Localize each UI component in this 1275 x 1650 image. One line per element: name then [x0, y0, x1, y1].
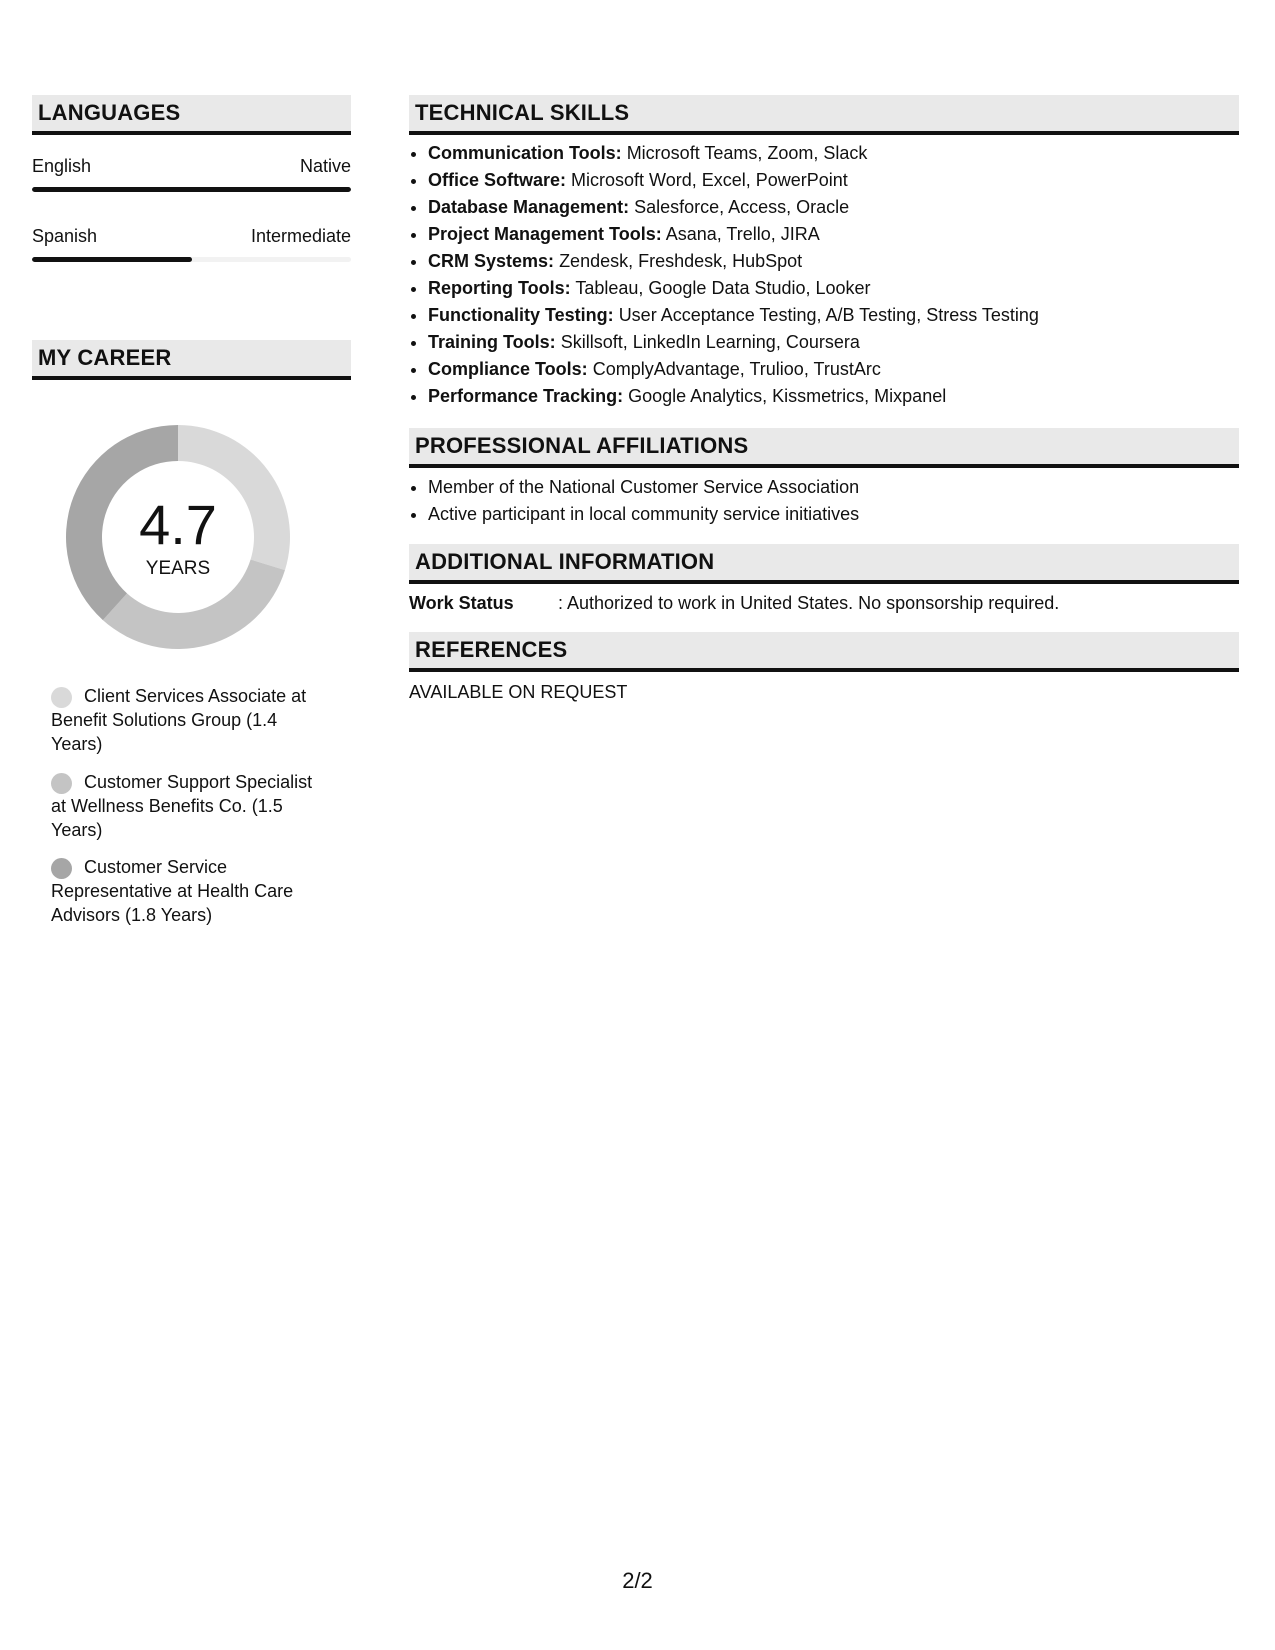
language-proficiency-bar — [32, 187, 351, 192]
language-item-english — [32, 156, 351, 196]
list-item — [428, 383, 1239, 410]
list-item — [428, 302, 1239, 329]
language-proficiency-fill — [32, 187, 351, 192]
career-legend-label: Customer Support Specialist at Wellness Benefits Co. (1.5 Years) — [51, 772, 313, 840]
list-item — [428, 248, 1239, 275]
skill-value: Google Analytics, Kissmetrics, Mixpanel — [628, 386, 947, 406]
technical-skills-title: TECHNICAL SKILLS — [415, 100, 630, 125]
list-item — [428, 140, 1239, 167]
language-name: English — [32, 156, 92, 176]
skill-value: Tableau, Google Data Studio, Looker — [575, 278, 871, 298]
additional-info-title: ADDITIONAL INFORMATION — [415, 549, 715, 574]
languages-header — [32, 95, 351, 135]
career-legend-label: Customer Service Representative at Health Care Advisors (1.8 Years) — [51, 857, 294, 925]
skill-label: Office Software: — [428, 170, 567, 190]
list-item: • Active participant in local community service initiatives — [428, 501, 1239, 528]
career-title: MY CAREER — [38, 345, 172, 370]
skill-value: Salesforce, Access, Oracle — [634, 197, 850, 217]
additional-info-header — [409, 544, 1239, 584]
languages-title: LANGUAGES — [38, 100, 181, 125]
list-item — [428, 221, 1239, 248]
skill-value: Skillsoft, LinkedIn Learning, Coursera — [560, 332, 860, 352]
skill-label: Compliance Tools: — [428, 359, 588, 379]
skill-label: Functionality Testing: — [428, 305, 614, 325]
work-status-label: Work Status — [409, 593, 514, 613]
language-proficiency-bar — [32, 257, 351, 262]
list-item: • Member of the National Customer Service Association — [428, 474, 1239, 501]
skill-label: Reporting Tools: — [428, 278, 571, 298]
affiliations-list — [409, 474, 1239, 528]
affiliations-header — [409, 428, 1239, 468]
language-level: Intermediate — [250, 226, 351, 246]
legend-dot-icon — [51, 773, 72, 794]
skill-value: Asana, Trello, JIRA — [665, 224, 820, 244]
language-level: Native — [299, 156, 351, 176]
career-legend-item — [51, 684, 331, 756]
career-total-unit: YEARS — [145, 558, 211, 579]
list-item — [428, 194, 1239, 221]
skill-value: Zendesk, Freshdesk, HubSpot — [559, 251, 803, 271]
skill-value: User Acceptance Testing, A/B Testing, Stress Testing — [618, 305, 1039, 325]
career-legend-item — [51, 855, 331, 927]
skill-label: Training Tools: — [428, 332, 556, 352]
references-title: REFERENCES — [415, 637, 568, 662]
skill-value: Microsoft Word, Excel, PowerPoint — [571, 170, 848, 190]
affiliations-title: PROFESSIONAL AFFILIATIONS — [415, 433, 749, 458]
references-header — [409, 632, 1239, 672]
career-header — [32, 340, 351, 380]
list-item — [428, 329, 1239, 356]
references-text: AVAILABLE ON REQUEST — [409, 682, 628, 702]
skill-label: Performance Tracking: — [428, 386, 624, 406]
language-name: Spanish — [32, 226, 98, 246]
skill-label: Communication Tools: — [428, 143, 622, 163]
skill-label: Project Management Tools: — [428, 224, 662, 244]
list-item — [428, 356, 1239, 383]
career-donut-chart — [66, 425, 290, 649]
list-item — [428, 167, 1239, 194]
technical-skills-header — [409, 95, 1239, 135]
skill-label: CRM Systems: — [428, 251, 555, 271]
list-item — [428, 275, 1239, 302]
legend-dot-icon — [51, 687, 72, 708]
work-status-value: : Authorized to work in United States. No sponsorship required. — [558, 593, 1060, 613]
page-number: 2/2 — [622, 1568, 653, 1593]
career-total-value: 4.7 — [139, 493, 217, 556]
career-legend-label: Client Services Associate at Benefit Solutions Group (1.4 Years) — [51, 686, 307, 754]
technical-skills-list — [409, 140, 1239, 410]
skill-label: Database Management: — [428, 197, 630, 217]
career-legend-item — [51, 770, 331, 842]
language-proficiency-fill — [32, 257, 192, 262]
skill-value: Microsoft Teams, Zoom, Slack — [626, 143, 868, 163]
legend-dot-icon — [51, 858, 72, 879]
language-item-spanish — [32, 226, 351, 266]
skill-value: ComplyAdvantage, Trulioo, TrustArc — [592, 359, 881, 379]
